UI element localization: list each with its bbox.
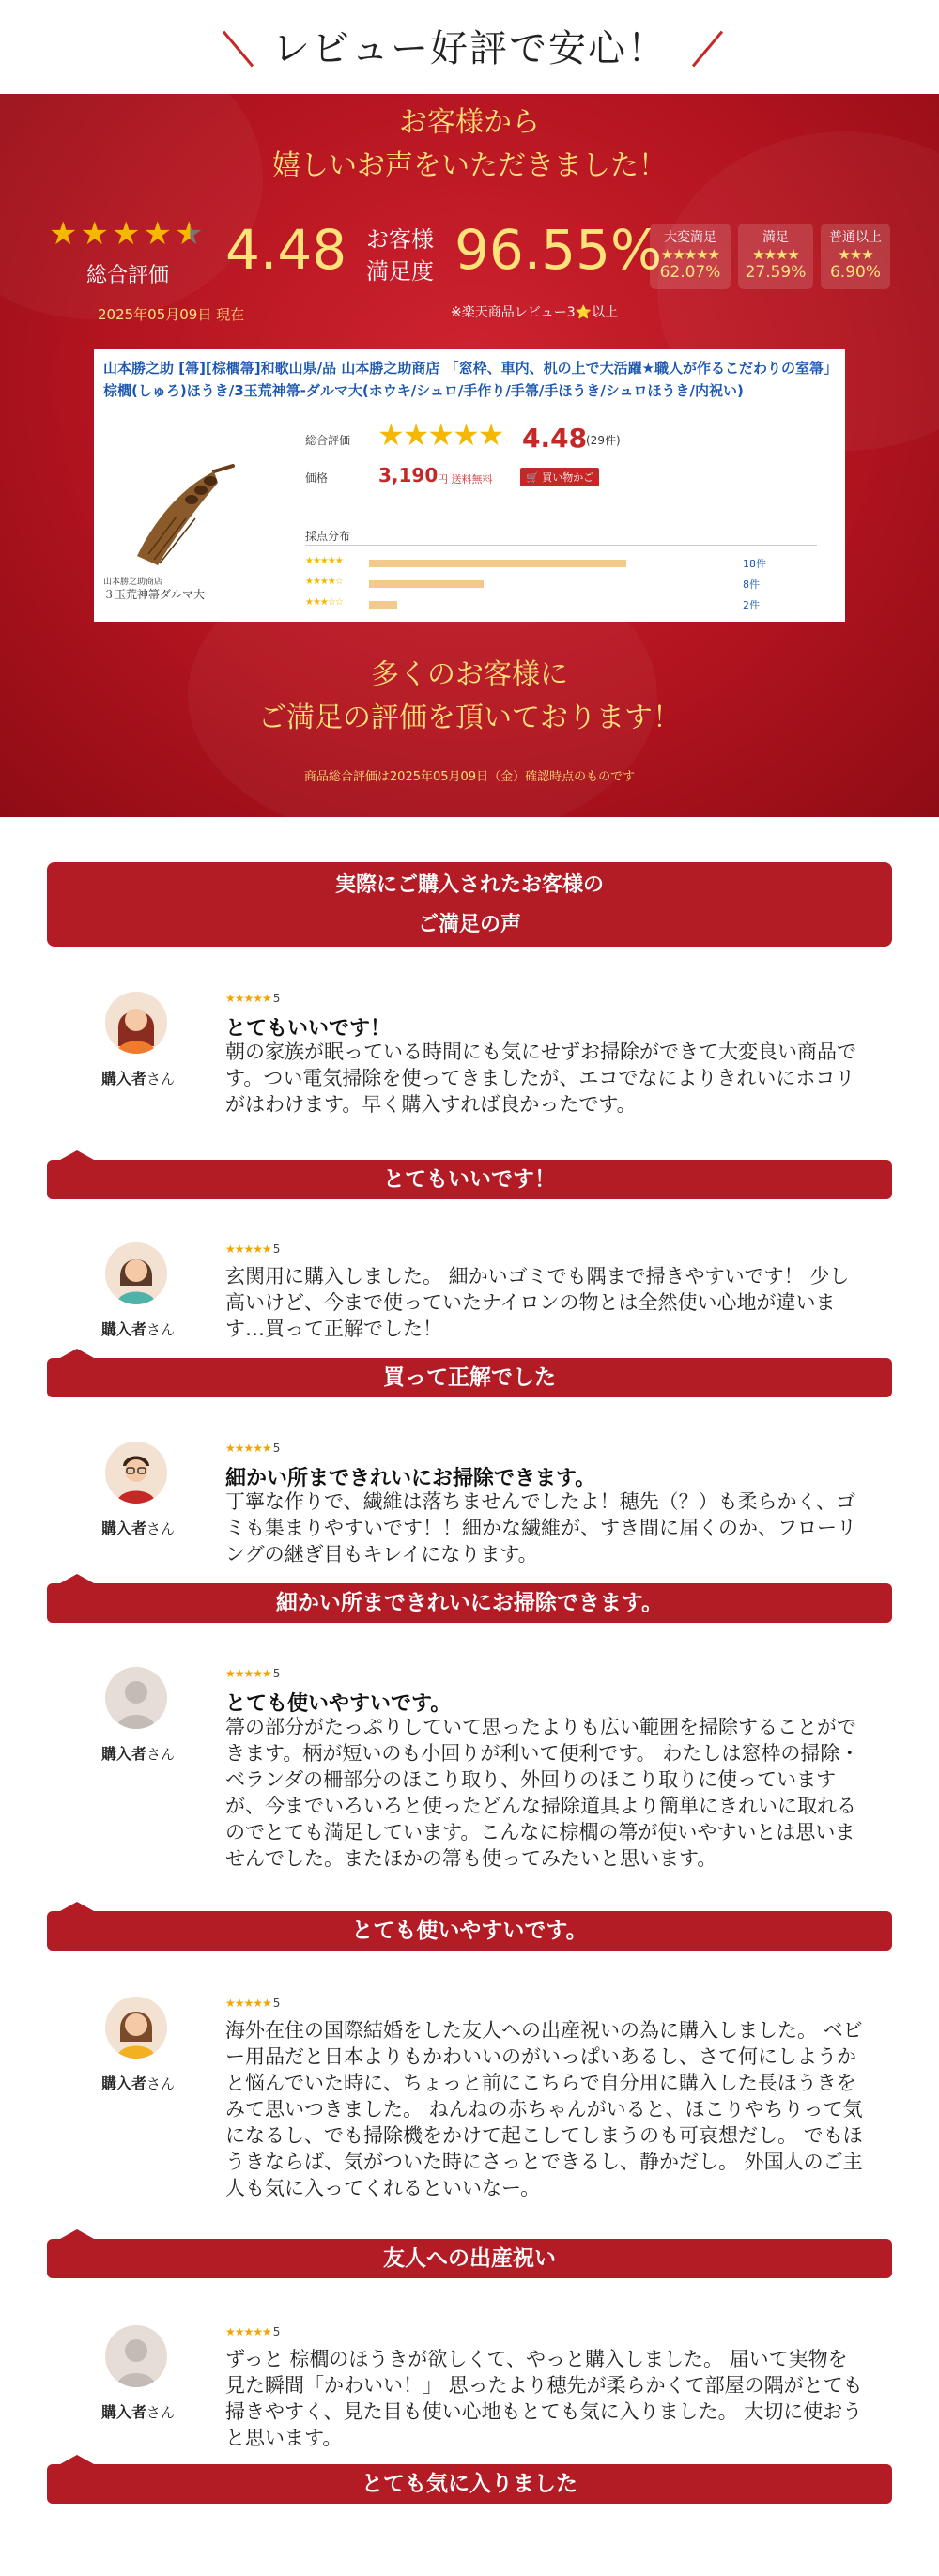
buyer-suffix: さん [146, 1071, 176, 1087]
review-stars [225, 2325, 279, 2338]
review-star-glyphs: ★★★★★ [225, 1997, 271, 2010]
avatar-default [105, 1667, 167, 1729]
buyer-name [94, 1742, 182, 1764]
satisfaction-label-line: 満足度 [366, 258, 434, 285]
cart-icon: 🛒 [526, 471, 539, 484]
review-summary-banner [0, 94, 939, 817]
avatar-woman-yellow [105, 1997, 167, 2059]
voices-header-line: 実際にご購入されたお客様の [334, 873, 604, 897]
breakdown-percent: 6.90% [829, 263, 881, 282]
rakuten-note: ※楽天商品レビュー3⭐以上 [451, 305, 619, 320]
breakdown-satisfied [738, 224, 813, 289]
page-title: レビュー好評で安心！ [272, 27, 667, 70]
buyer-name [94, 2400, 182, 2422]
review-rating-value: 5 [272, 1667, 280, 1680]
broom-image [120, 462, 252, 575]
satisfaction-label-line: お客様 [366, 226, 434, 253]
review-body: 玄関用に購入しました。 細かいゴミでも隅まで掃きやすいです！ 少し高いけど、今まで使っていたナイロンの物とは全然使い心地が違います…買って正解でした！ [225, 1265, 850, 1340]
rating-count: (29件) [586, 434, 621, 447]
star-icon: ★ [80, 215, 109, 253]
review-rating-value: 5 [272, 2325, 280, 2338]
avatar-man-glasses [105, 1442, 167, 1504]
star-icon: ★ [111, 215, 141, 253]
review-rating-value: 5 [272, 1997, 280, 2010]
buyer-suffix: さん [146, 2075, 176, 2092]
rating-stars: ★★★★★ [377, 417, 503, 453]
banner-headline-top [0, 101, 939, 188]
voices-header-line: ご満足の声 [417, 913, 521, 936]
satisfaction-value: 96.55% [454, 218, 663, 282]
headline-line: 嬉しいお声をいただきました！ [272, 149, 667, 182]
review-title: 細かい所まできれいにお掃除できます。 [225, 1467, 596, 1490]
breakdown-label: 満足 [762, 230, 789, 245]
buyer-name [94, 1067, 182, 1088]
review-star-glyphs: ★★★★★ [225, 1242, 271, 1256]
page-header [0, 0, 939, 94]
distribution-divider [305, 545, 817, 546]
add-to-cart-button[interactable] [520, 468, 599, 486]
review-summary-bar: 買って正解でした [47, 1358, 892, 1397]
star-icon: ★ [49, 215, 78, 253]
breakdown-label: 普通以上 [829, 230, 882, 245]
overall-label: 総合評価 [86, 264, 170, 287]
review-title: とても使いやすいです。 [225, 1692, 452, 1716]
cart-label: 買い物かご [542, 471, 594, 484]
distribution-row [305, 556, 831, 573]
buyer-label: 購入者 [100, 1320, 146, 1338]
price-suffix: 円 送料無料 [438, 473, 493, 486]
review-summary-bar: 細かい所まできれいにお掃除できます。 [47, 1583, 892, 1623]
voices-header [47, 862, 892, 947]
evaluation-note: 商品総合評価は2025年05月09日（金）確認時点のものです [303, 770, 636, 784]
review-star-glyphs: ★★★★★ [225, 992, 271, 1005]
review-stars [225, 1442, 279, 1455]
buyer-suffix: さん [146, 1520, 176, 1537]
date-note: 2025年05月09日 現在 [98, 306, 245, 323]
product-card [94, 349, 845, 622]
dist-count-link[interactable]: 2件 [743, 599, 760, 611]
avatar-woman-teal [105, 1242, 167, 1304]
star-icon: ★ [143, 215, 172, 253]
satisfaction-label [366, 224, 434, 287]
review-summary-bar: とても気に入りました [47, 2464, 892, 2504]
review-stars [225, 992, 279, 1005]
review-rating-value: 5 [272, 992, 280, 1005]
dist-stars: ★★★★☆ [305, 577, 343, 587]
distribution-label: 採点分布 [305, 530, 351, 543]
overall-score: 4.48 [225, 218, 347, 282]
dist-stars: ★★★★★ [305, 556, 343, 566]
review-rating-value: 5 [272, 1442, 280, 1455]
buyer-label: 購入者 [100, 1070, 146, 1087]
rating-score: 4.48 [522, 423, 588, 454]
dist-bar [369, 580, 484, 588]
dist-bar [369, 601, 397, 609]
breakdown-stars: ★★★★★ [660, 246, 720, 263]
review-summary-bar: とてもいいです！ [47, 1160, 892, 1199]
dist-count-link[interactable]: 18件 [743, 558, 766, 570]
buyer-label: 購入者 [100, 2403, 146, 2421]
breakdown-stars: ★★★ [838, 246, 873, 263]
product-code: ３玉荒神箒ダルマ大 [103, 588, 206, 601]
headline-line: お客様から [399, 106, 540, 139]
buyer-suffix: さん [146, 1746, 176, 1763]
breakdown-very-satisfied [650, 224, 731, 289]
dist-count-link[interactable]: 8件 [743, 578, 760, 591]
review-star-glyphs: ★★★★★ [225, 1667, 271, 1680]
dist-bar [369, 560, 626, 567]
buyer-label: 購入者 [100, 1745, 146, 1763]
review-summary-bar: 友人への出産祝い [47, 2239, 892, 2278]
review-star-glyphs: ★★★★★ [225, 2325, 271, 2338]
review-body: 箒の部分がたっぷりしていて思ったよりも広い範囲を掃除することができます。柄が短いのも小回りが利いて便利です。 わたしは窓枠の掃除・ベランダの柵部分のほこり取り、外回りのほこり取りに使っていますが、今までいろいろと使ったどんな掃除道具より簡単にきれいに取れるのでとても満足しています。こんなに棕櫚の箒が使いやすいとは思いませんでした。またほかの箒も使ってみたいと思います。 [225, 1716, 860, 1870]
overall-stars [49, 215, 204, 253]
distribution-row [305, 577, 831, 594]
price-value: 3,190 [378, 464, 439, 486]
buyer-suffix: さん [146, 1321, 176, 1338]
banner-headline-bottom [0, 654, 939, 740]
review-title: とてもいいです！ [225, 1017, 392, 1041]
half-star-icon: ★ [174, 215, 204, 253]
headline-line: 多くのお客様に [371, 658, 568, 691]
rating-label: 総合評価 [305, 434, 351, 447]
price-label: 価格 [305, 471, 329, 485]
review-body: 丁寧な作りで、繊維は落ちませんでしたよ！穂先（？）も柔らかく、ゴミも集まりやすいです！！細かな繊維が、すき間に届くのか、フローリングの継ぎ目もキレイになります。 [225, 1490, 856, 1566]
review-stars [225, 1242, 279, 1256]
breakdown-stars: ★★★★ [752, 246, 799, 263]
buyer-label: 購入者 [100, 2075, 146, 2092]
buyer-name [94, 2072, 182, 2093]
breakdown-label: 大変満足 [664, 230, 716, 245]
dist-stars: ★★★☆☆ [305, 597, 343, 608]
review-stars [225, 1667, 279, 1680]
avatar-woman-orange [105, 992, 167, 1054]
buyer-name [94, 1318, 182, 1339]
review-body: ずっと 棕櫚のほうきが欲しくて、やっと購入しました。 届いて実物を見た瞬間「かわいい！」 思ったより穂先が柔らかくて部屋の隅がとても掃きやすく、見た目も使い心地もとても気に入りました。 大切に使おうと思います。 [225, 2348, 863, 2449]
review-summary-bar: とても使いやすいです。 [47, 1911, 892, 1951]
review-rating-value: 5 [272, 1242, 280, 1256]
review-body: 海外在住の国際結婚をした友人への出産祝いの為に購入しました。 ベビー用品だと日本よりもかわいいのがいっぱいあるし、さて何にしようかと悩んでいた時に、ちょっと前にこちらで自分用に購入した長ほうきをみて思いつきました。 ねんねの赤ちゃんがいると、ほこりやちりって気になるし、でも掃除機をかけて起こしてしまうのも可哀想だし。 でもほうきならば、気がついた時にさっとできるし、静かだし。 外国人のご主人も気に入ってくれるといいなー。 [225, 2019, 863, 2199]
breakdown-percent: 62.07% [659, 263, 721, 282]
buyer-label: 購入者 [100, 1519, 146, 1537]
buyer-suffix: さん [146, 2404, 176, 2421]
buyer-name [94, 1517, 182, 1538]
distribution-row [305, 597, 831, 614]
review-body: 朝の家族が眠っている時間にも気にせずお掃除ができて大変良い商品です。つい電気掃除を使ってきましたが、エコでなによりきれいにホコリがはわけます。早く購入すれば良かったです。 [225, 1041, 856, 1116]
headline-line: ご満足の評価を頂いております！ [258, 702, 681, 734]
review-stars [225, 1997, 279, 2010]
breakdown-average-or-above [821, 224, 890, 289]
breakdown-percent: 27.59% [745, 263, 807, 282]
avatar-default [105, 2325, 167, 2387]
brand-small: 山本勝之助商店 [103, 578, 163, 587]
product-name-link[interactable]: 山本勝之助 [箒][棕櫚箒]和歌山県/品 山本勝之助商店 「窓枠、車内、机の上で大活躍★職人が作るこだわりの室箒」棕櫚(しゅろ)ほうき/3玉荒神箒-ダルマ大(ホウキ/シュロ/手作り/手箒/手ほうき/シュロほうき/内祝い) [103, 360, 839, 399]
review-star-glyphs: ★★★★★ [225, 1442, 271, 1455]
